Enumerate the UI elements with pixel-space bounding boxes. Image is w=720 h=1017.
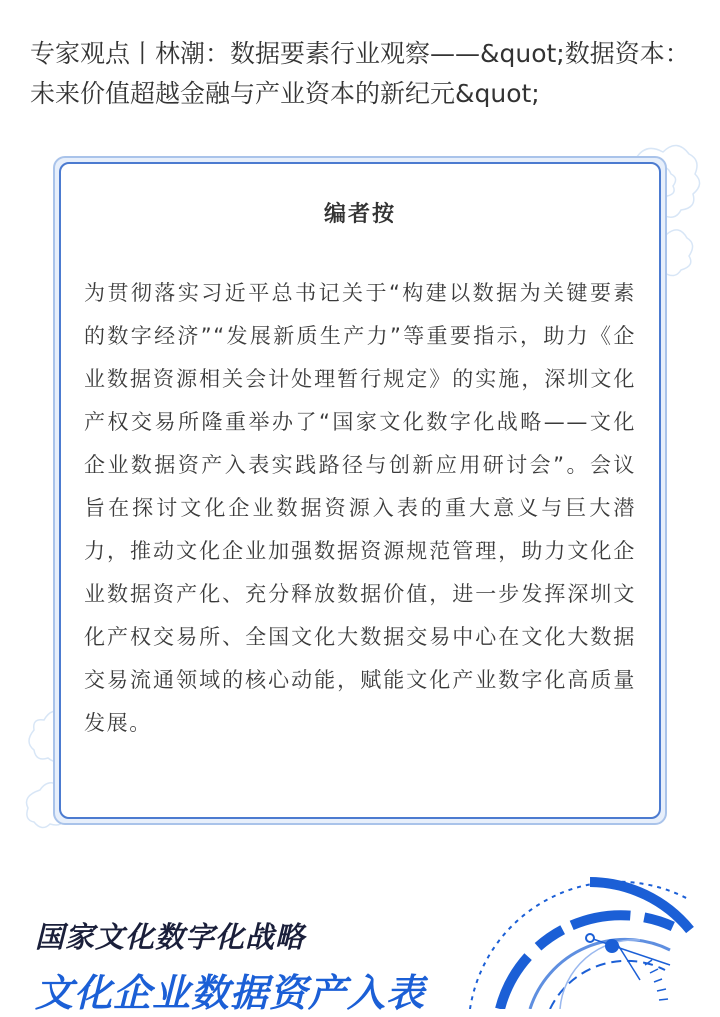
gauge-decoration-icon [440,870,720,1009]
editor-note-body: 为贯彻落实习近平总书记关于“构建以数据为关键要素的数字经济”“发展新质生产力”等重要指示，助力《企业数据资源相关会计处理暂行规定》的实施，深圳文化产权交易所隆重举办了“国家文化数字化战略——文化企业数据资产入表实践路径与创新应用研讨会”。会议旨在探讨文化企业数据资源入表的重大意义与巨大潜力，推动文化企业加强数据资源规范管理，助力文化企业数据资产化、充分释放数据价值，进一步发挥深圳文化产权交易所、全国文化大数据交易中心在文化大数据交易流通领域的核心动能，赋能文化产业数字化高质量发展。 [84,281,636,735]
banner-subtitle: 国家文化数字化战略 [35,920,306,954]
editor-note-heading: 编者按 [323,202,396,227]
page-title: 专家观点丨林潮：数据要素行业观察——&quot;数据资本：未来价值超越金融与产业资本的新纪元&quot; [30,39,690,108]
banner-title: 文化企业数据资产入表 [35,971,426,1015]
